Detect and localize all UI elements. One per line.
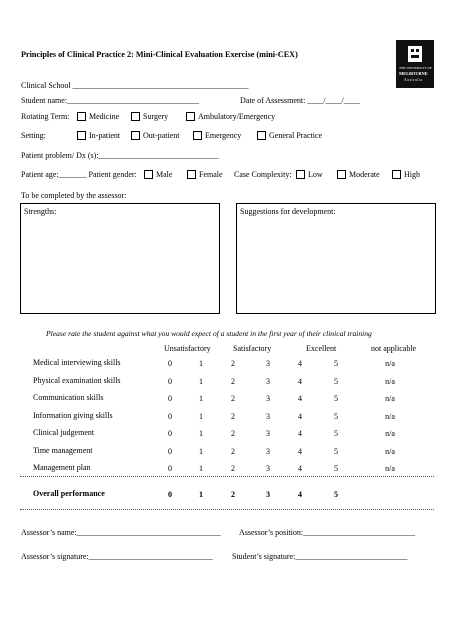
clinical-school-field[interactable]: Clinical School ____________________________________________ [21,81,249,90]
score-option[interactable]: 2 [231,464,235,473]
logo-line-1: THE UNIVERSITY OF [399,66,432,70]
score-option[interactable]: 4 [298,412,302,421]
rating-item-label: Management plan [33,463,91,472]
score-option[interactable]: 3 [266,447,270,456]
score-option[interactable]: 5 [334,429,338,438]
overall-score-option[interactable]: 3 [266,490,270,499]
score-option[interactable]: 1 [199,412,203,421]
patient-age-field[interactable]: Patient age:_______ Patient gender: [21,170,137,179]
score-option[interactable]: 0 [168,447,172,456]
divider [20,509,434,510]
assessor-position-field[interactable]: Assessor’s position:____________________________ [239,528,416,537]
overall-score-option[interactable]: 2 [231,490,235,499]
score-option-na[interactable]: n/a [385,394,395,403]
rating-item-label: Information giving skills [33,411,113,420]
scale-header-not-applicable: not applicable [371,344,417,353]
setting-emergency[interactable]: Emergency [193,131,241,140]
logo-line-2: MELBOURNE [399,71,428,76]
assessor-note: To be completed by the assessor: [21,191,127,200]
score-option[interactable]: 3 [266,377,270,386]
score-option[interactable]: 2 [231,447,235,456]
score-option-na[interactable]: n/a [385,359,395,368]
score-option[interactable]: 1 [199,359,203,368]
strengths-box[interactable] [20,203,220,314]
overall-score-option[interactable]: 0 [168,490,172,499]
score-option[interactable]: 1 [199,377,203,386]
score-option[interactable]: 1 [199,464,203,473]
checkbox[interactable] [186,112,195,121]
score-option[interactable]: 2 [231,394,235,403]
score-option[interactable]: 0 [168,377,172,386]
score-option[interactable]: 5 [334,394,338,403]
score-option[interactable]: 3 [266,412,270,421]
score-option[interactable]: 0 [168,412,172,421]
scale-header-unsatisfactory: Unsatisfactory [164,344,211,353]
patient-problem-field[interactable]: Patient problem/ Dx (s):______________________________ [21,151,219,160]
checkbox[interactable] [131,112,140,121]
complexity-low[interactable]: Low [296,170,323,179]
checkbox[interactable] [392,170,401,179]
score-option-na[interactable]: n/a [385,429,395,438]
score-option[interactable]: 0 [168,429,172,438]
scale-header-excellent: Excellent [306,344,337,353]
suggestions-label: Suggestions for development: [240,207,336,216]
score-option[interactable]: 4 [298,447,302,456]
checkbox[interactable] [144,170,153,179]
assessor-signature-field[interactable]: Assessor’s signature:_______________________________ [21,552,213,561]
gender-female[interactable]: Female [187,170,223,179]
gender-male[interactable]: Male [144,170,172,179]
score-option[interactable]: 3 [266,429,270,438]
complexity-high[interactable]: High [392,170,420,179]
setting-label: Setting: [21,131,46,140]
rating-item-label: Clinical judgement [33,428,95,437]
rating-instruction: Please rate the student against what you would expect of a student in the first year of their clinical training [46,329,372,338]
scale-header-satisfactory: Satisfactory [233,344,272,353]
score-option[interactable]: 3 [266,359,270,368]
overall-score-option[interactable]: 5 [334,490,338,499]
score-option[interactable]: 0 [168,464,172,473]
rotating-term-surgery[interactable]: Surgery [131,112,168,121]
score-option[interactable]: 2 [231,429,235,438]
score-option-na[interactable]: n/a [385,464,395,473]
score-option[interactable]: 3 [266,394,270,403]
divider [20,476,434,477]
checkbox[interactable] [193,131,202,140]
checkbox[interactable] [77,112,86,121]
checkbox[interactable] [77,131,86,140]
rotating-term-ambulatory[interactable]: Ambulatory/Emergency [186,112,275,121]
score-option[interactable]: 1 [199,429,203,438]
score-option[interactable]: 1 [199,447,203,456]
checkbox[interactable] [257,131,266,140]
setting-inpatient[interactable]: In-patient [77,131,120,140]
case-complexity-label: Case Complexity: [234,170,292,179]
score-option[interactable]: 5 [334,412,338,421]
student-name-field[interactable]: Student name:_________________________________ [21,96,199,105]
score-option[interactable]: 0 [168,359,172,368]
score-option[interactable]: 4 [298,377,302,386]
strengths-label: Strengths: [24,207,57,216]
score-option[interactable]: 2 [231,359,235,368]
checkbox[interactable] [296,170,305,179]
score-option[interactable]: 5 [334,359,338,368]
score-option[interactable]: 2 [231,377,235,386]
rating-item-label: Physical examination skills [33,376,121,385]
score-option-na[interactable]: n/a [385,412,395,421]
overall-performance-label: Overall performance [33,489,105,498]
checkbox[interactable] [187,170,196,179]
university-logo [396,40,434,88]
score-option[interactable]: 5 [334,464,338,473]
student-signature-field[interactable]: Student’s signature:____________________________ [232,552,408,561]
page-title: Principles of Clinical Practice 2: Mini-Clinical Evaluation Exercise (mini-CEX) [21,50,298,59]
score-option[interactable]: 5 [334,447,338,456]
rotating-term-label: Rotating Term: [21,112,70,121]
checkbox[interactable] [337,170,346,179]
rating-item-label: Medical interviewing skills [33,358,121,367]
setting-outpatient[interactable]: Out-patient [131,131,179,140]
rating-item-label: Communication skills [33,393,104,402]
date-of-assessment-field[interactable]: Date of Assessment: ____/____/____ [240,96,360,105]
suggestions-box[interactable] [236,203,436,314]
logo-line-3: Australia [404,78,423,82]
overall-score-option[interactable]: 4 [298,490,302,499]
score-option[interactable]: 0 [168,394,172,403]
score-option-na[interactable]: n/a [385,377,395,386]
checkbox[interactable] [131,131,140,140]
score-option-na[interactable]: n/a [385,447,395,456]
overall-score-option[interactable]: 1 [199,490,203,499]
score-option[interactable]: 2 [231,412,235,421]
rating-item-label: Time management [33,446,93,455]
score-option[interactable]: 4 [298,394,302,403]
complexity-moderate[interactable]: Moderate [337,170,380,179]
rotating-term-medicine[interactable]: Medicine [77,112,119,121]
setting-general-practice[interactable]: General Practice [257,131,322,140]
score-option[interactable]: 4 [298,464,302,473]
score-option[interactable]: 4 [298,429,302,438]
score-option[interactable]: 3 [266,464,270,473]
score-option[interactable]: 5 [334,377,338,386]
score-option[interactable]: 1 [199,394,203,403]
assessor-name-field[interactable]: Assessor’s name:____________________________________ [21,528,221,537]
score-option[interactable]: 4 [298,359,302,368]
